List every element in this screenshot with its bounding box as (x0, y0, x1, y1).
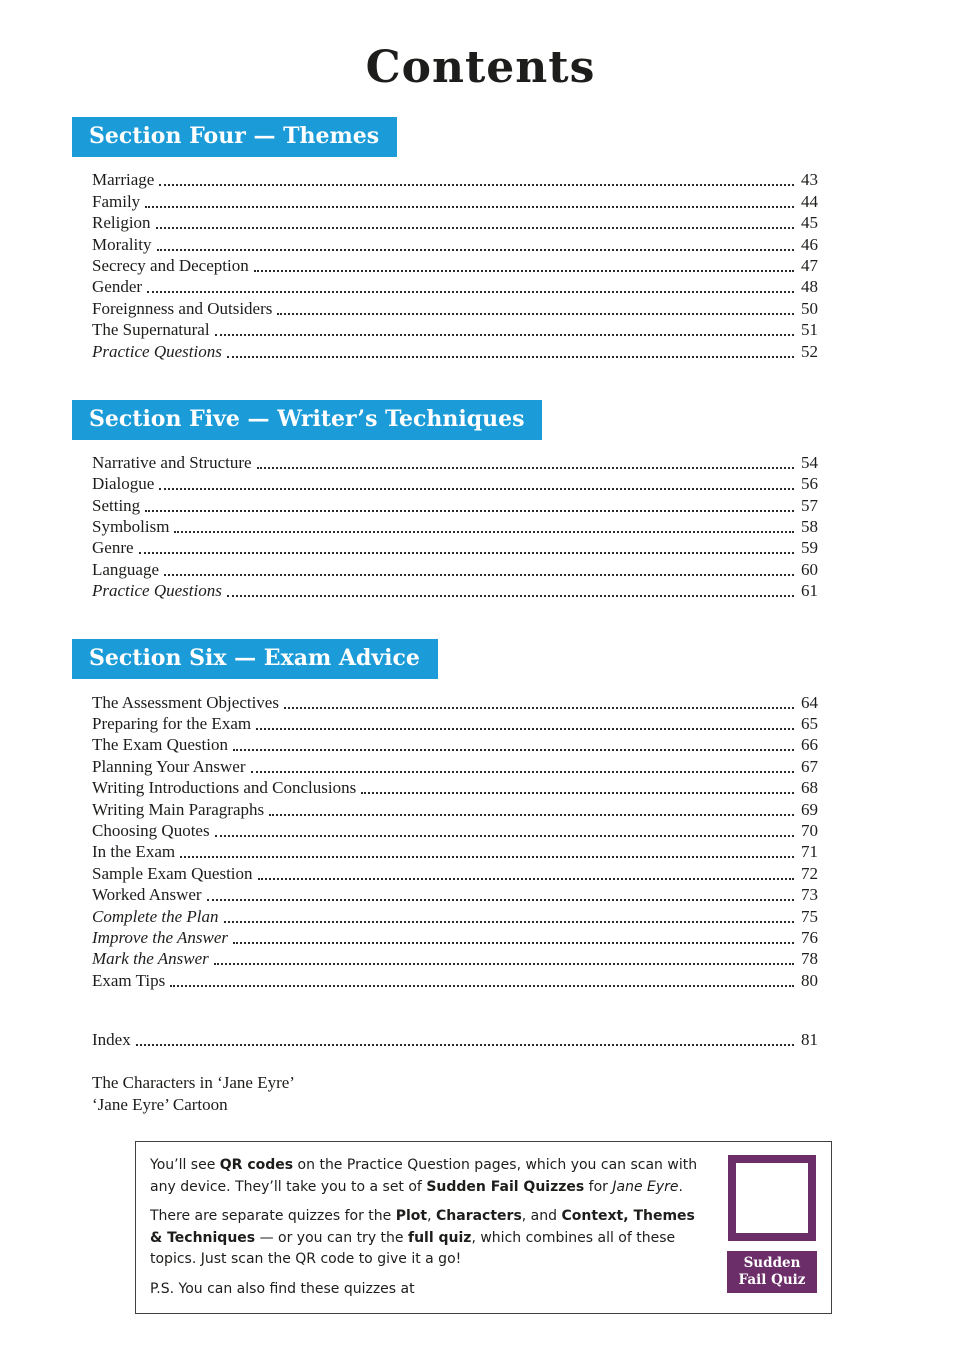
toc-section (72, 117, 961, 362)
page-title: Contents (365, 42, 596, 93)
toc-row (92, 798, 818, 819)
toc-page-number: 59 (801, 538, 818, 558)
toc-entry-label: Gender (92, 277, 143, 297)
toc-row (92, 691, 818, 712)
toc-row (92, 473, 818, 494)
toc-row (92, 319, 818, 340)
qr-box-text-segment: full quiz (407, 1229, 472, 1246)
toc-row (92, 580, 818, 601)
dot-leader (277, 313, 794, 315)
toc-entry-label: Exam Tips (92, 970, 166, 990)
section-header: Section Six — Exam Advice (72, 639, 438, 679)
qr-box-text (150, 1155, 706, 1303)
toc-page-number: 44 (801, 191, 818, 211)
toc-page-number: 67 (801, 756, 818, 776)
toc-entry-label: Sample Exam Question (92, 863, 253, 883)
toc-row (92, 516, 818, 537)
toc-entry-label: In the Exam (92, 842, 176, 862)
dot-leader (156, 227, 794, 229)
dot-leader (159, 488, 794, 490)
toc-entry-label: Dialogue (92, 474, 155, 494)
dot-leader (136, 1044, 794, 1046)
dot-leader (164, 574, 794, 576)
toc-entry-label: Complete the Plan (92, 906, 219, 926)
toc-page-number: 47 (801, 255, 818, 275)
toc-row (92, 755, 818, 776)
toc-list (92, 452, 818, 602)
section-header: Section Four — Themes (72, 117, 397, 157)
toc-page-number: 69 (801, 799, 818, 819)
toc-row (92, 452, 818, 473)
dot-leader (258, 878, 794, 880)
toc-page-number: 56 (801, 474, 818, 494)
toc-entry-label: Planning Your Answer (92, 756, 246, 776)
dot-leader (215, 334, 794, 336)
dot-leader (159, 184, 794, 186)
dot-leader (227, 595, 794, 597)
toc-row (92, 948, 818, 969)
toc-entry-label: Family (92, 191, 141, 211)
toc-entry-label: Symbolism (92, 517, 170, 537)
toc-entry-label: Improve the Answer (92, 927, 228, 947)
toc-list (92, 169, 818, 362)
toc-page-number: 46 (801, 234, 818, 254)
section-header: Section Five — Writer’s Techniques (72, 400, 542, 440)
dot-leader (145, 510, 794, 512)
dot-leader (170, 985, 794, 987)
qr-code-label (727, 1251, 817, 1293)
toc-row (92, 884, 818, 905)
toc-entry-label: Mark the Answer (92, 949, 209, 969)
toc-page-number: 72 (801, 863, 818, 883)
toc-row (92, 969, 818, 990)
toc-row (92, 494, 818, 515)
qr-box-paragraph (150, 1155, 706, 1198)
extra-item: ‘Jane Eyre’ Cartoon (92, 1094, 228, 1114)
toc-page-number: 45 (801, 213, 818, 233)
toc-section (72, 639, 961, 990)
toc-entry-label: Language (92, 559, 160, 579)
toc-row (92, 169, 818, 190)
qr-label-line1: Sudden (743, 1255, 801, 1272)
qr-code-image (728, 1155, 816, 1241)
qr-box-text-segment: , which combines all of these topics. Just scan the QR code to give it a go! (150, 1229, 676, 1268)
toc-list (92, 691, 818, 990)
qr-box-text-segment: P.S. You can also find these quizzes at (150, 1280, 415, 1297)
qr-box-paragraph (150, 1206, 706, 1271)
dot-leader (361, 792, 794, 794)
toc-page-number: 78 (801, 949, 818, 969)
qr-box-text-segment: You’ll see (150, 1157, 220, 1174)
qr-box-text-segment: There are separate quizzes for the (150, 1208, 396, 1225)
toc-entry-label: The Exam Question (92, 735, 228, 755)
toc-entry-label: Worked Answer (92, 885, 202, 905)
toc-entry-label: The Assessment Objectives (92, 692, 279, 712)
qr-box-text-segment: Context, Themes & Techniques (150, 1208, 695, 1246)
qr-box-text-segment: , (427, 1208, 437, 1225)
toc-page-number: 71 (801, 842, 818, 862)
toc-row (92, 1029, 818, 1050)
qr-box-text-segment: Sudden Fail Quizzes (426, 1178, 585, 1195)
qr-box-text-segment: , and (521, 1208, 562, 1225)
toc-row (92, 820, 818, 841)
dot-leader (157, 249, 795, 251)
toc-row (92, 212, 818, 233)
toc-row (92, 190, 818, 211)
index-row-wrap (92, 1029, 818, 1050)
dot-leader (227, 356, 794, 358)
toc-entry-label: Writing Main Paragraphs (92, 799, 265, 819)
toc-section (72, 400, 961, 602)
dot-leader (214, 963, 794, 965)
toc-row (92, 777, 818, 798)
qr-box-text-segment: QR codes (219, 1157, 294, 1174)
toc-page-number: 60 (801, 559, 818, 579)
toc-entry-label: Writing Introductions and Conclusions (92, 778, 357, 798)
qr-box-text-segment: Plot (395, 1208, 428, 1225)
dot-leader (284, 707, 794, 709)
toc-entry-label: Marriage (92, 170, 155, 190)
qr-box-paragraph (150, 1279, 706, 1301)
toc-page-number: 48 (801, 277, 818, 297)
toc-page-number: 50 (801, 298, 818, 318)
toc-entry-label: Preparing for the Exam (92, 714, 252, 734)
dot-leader (139, 552, 794, 554)
toc-page-number: 73 (801, 885, 818, 905)
toc-entry-label: Morality (92, 234, 152, 254)
toc-page-number: 68 (801, 778, 818, 798)
toc-row (92, 862, 818, 883)
dot-leader (174, 531, 794, 533)
toc-row (92, 255, 818, 276)
dot-leader (256, 728, 794, 730)
toc-entry-label: Narrative and Structure (92, 452, 252, 472)
toc-page-number: 66 (801, 735, 818, 755)
toc-page-number: 64 (801, 692, 818, 712)
toc-entry-label: Setting (92, 495, 141, 515)
dot-leader (233, 942, 794, 944)
toc-row (92, 734, 818, 755)
toc-row (92, 905, 818, 926)
toc-entry-label: Secrecy and Deception (92, 255, 249, 275)
toc-row (92, 841, 818, 862)
toc-page-number: 57 (801, 495, 818, 515)
toc-entry-label: The Supernatural (92, 320, 210, 340)
qr-box-text-segment: — or you can try the (255, 1229, 408, 1246)
toc-page-number: 65 (801, 714, 818, 734)
dot-leader (215, 835, 794, 837)
toc-entry-label: Practice Questions (92, 581, 222, 601)
dot-leader (233, 749, 794, 751)
toc-page-number: 58 (801, 517, 818, 537)
dot-leader (269, 814, 794, 816)
toc-entry-label: Choosing Quotes (92, 820, 210, 840)
dot-leader (180, 856, 794, 858)
dot-leader (224, 921, 794, 923)
qr-info-box (135, 1141, 832, 1314)
toc-entry-label: Practice Questions (92, 341, 222, 361)
dot-leader (207, 899, 794, 901)
toc-page-number: 80 (801, 970, 818, 990)
toc-row (92, 276, 818, 297)
dot-leader (147, 291, 794, 293)
extra-item: The Characters in ‘Jane Eyre’ (92, 1073, 295, 1093)
qr-box-text-segment: for (584, 1178, 613, 1195)
toc-page-number: 54 (801, 452, 818, 472)
qr-box-text-segment: Characters (436, 1208, 522, 1225)
toc-page-number: 75 (801, 906, 818, 926)
dot-leader (145, 206, 794, 208)
toc-row (92, 537, 818, 558)
toc-entry-label: Foreignness and Outsiders (92, 298, 273, 318)
toc-entry-label: Index (92, 1030, 131, 1050)
toc-row (92, 233, 818, 254)
toc-page-number: 61 (801, 581, 818, 601)
toc-page-number: 52 (801, 341, 818, 361)
toc-page-number: 76 (801, 927, 818, 947)
toc-page-number: 70 (801, 820, 818, 840)
extra-items (92, 1072, 961, 1115)
dot-leader (257, 467, 794, 469)
qr-column (727, 1155, 817, 1303)
toc-page-number: 43 (801, 170, 818, 190)
toc-row (92, 297, 818, 318)
qr-box-text-segment: . (678, 1178, 683, 1195)
toc-row (92, 927, 818, 948)
dot-leader (251, 771, 795, 773)
toc-page-number: 51 (801, 320, 818, 340)
toc-entry-label: Genre (92, 538, 134, 558)
qr-box-text-segment: Jane Eyre (612, 1178, 679, 1195)
qr-box-text-segment: on the Practice Question pages, which you can scan with any device. They’ll take you to a set of (150, 1157, 698, 1195)
toc-page-number: 81 (801, 1030, 818, 1050)
dot-leader (254, 270, 794, 272)
toc-row (92, 340, 818, 361)
toc-row (92, 558, 818, 579)
toc-row (92, 713, 818, 734)
toc-sections (72, 117, 961, 991)
qr-label-line2: Fail Quiz (738, 1272, 806, 1289)
toc-entry-label: Religion (92, 213, 151, 233)
